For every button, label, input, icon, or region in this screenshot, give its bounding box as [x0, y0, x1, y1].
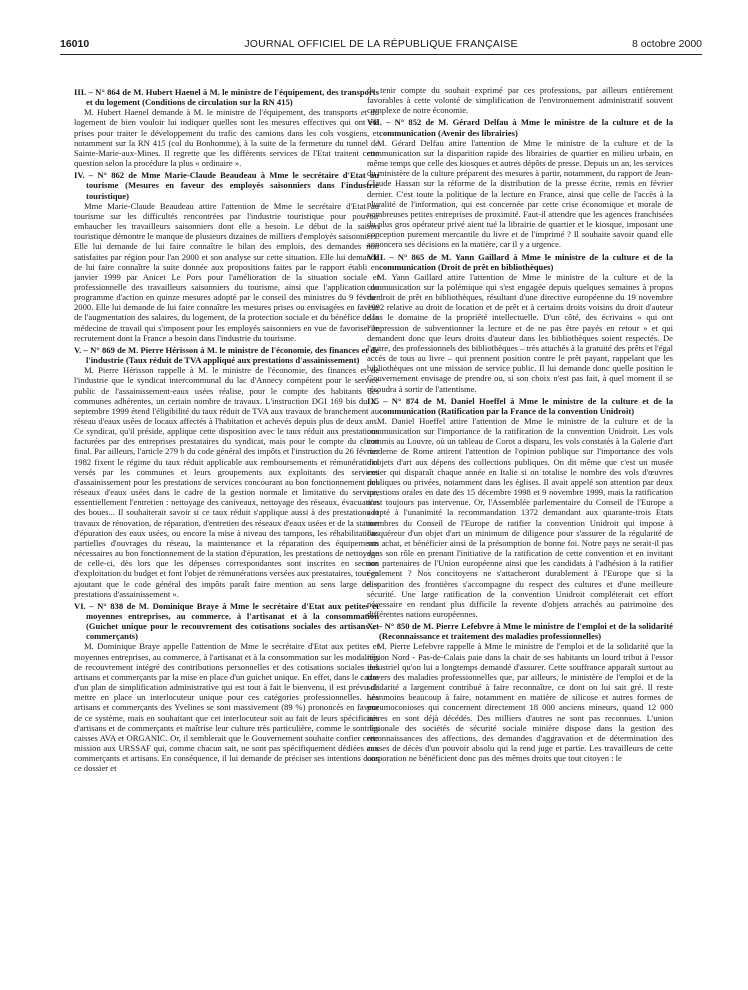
question-ix — [367, 396, 673, 619]
question-body: M. Daniel Hoeffel attire l'attention de Mme le ministre de la culture et de la communication sur l'importance de la ratification de la convention Unidroit. Les vols commis au Louvre, où un tableau de Corot a disparu, les vols constatés à la Galerie d'art moderne de Rome attirent l'attention de l'opinion publique sur l'importance des vols d'objets d'art aux dépens des collections publiques. On dit même que c'est un musée entier qui disparaît chaque année en Italie si on totalise le nombre des vols d'œuvres publiques ou privées, notamment dans les églises. Il avait appelé son attention par deux questions orales en date des 15 décembre 1998 et 9 novembre 1999, mais la ratification n'est toujours pas intervenue. Or, l'Assemblée parlementaire du Conseil de l'Europe a adopté à l'unanimité la recommandation 1372 demandant aux quarante-trois Etats membres du Conseil de l'Europe de ratifier la convention Unidroit qui impose à l'acquéreur d'un objet d'art un minimum de diligence pour s'assurer de la régularité de son achat, et bénéficier ainsi de la présomption de bonne foi. Notre pays ne serait-il pas dans son rôle en prenant l'initiative de la ratification de cette convention et en invitant nos partenaires de l'Union européenne ainsi que les candidats à l'adhésion à la ratifier également ? Nos concitoyens ne s'attacheront durablement à l'Europe que si la disparition des frontières s'accompagne du respect des cultures et d'une meilleure sécurité. Une large ratification de la convention Unidroit compléterait cet effort nécessaire en rendant plus difficile la revente d'objets arrachés au patrimoine des différentes nations européennes. — [367, 416, 673, 619]
question-v — [74, 345, 379, 599]
question-x — [367, 621, 673, 763]
journal-title: JOURNAL OFFICIEL DE LA RÉPUBLIQUE FRANÇAISE — [244, 38, 518, 50]
question-heading: VII. – N° 852 de M. Gérard Delfau à Mme le ministre de la culture et de la communication (Avenir des librairies) — [367, 117, 673, 138]
question-heading: VIII. – N° 865 de M. Yann Gaillard à Mme le ministre de la culture et de la communication (Droit de prêt en bibliothèques) — [367, 251, 673, 272]
question-heading: IX. – N° 874 de M. Daniel Hoeffel à Mme le ministre de la culture et de la communication (Ratification par la France de la convention Unidroit) — [367, 395, 673, 416]
left-column — [74, 87, 379, 775]
question-body: M. Yann Gaillard attire l'attention de Mme le ministre de la culture et de la communication sur la polémique qui s'est engagée depuis quelques semaines à propos du droit de prêt en bibliothèques, résultant d'une directive européenne du 19 novembre 1992 relative au droit de location et de prêt et à certains droits voisins du droit d'auteur dans le domaine de la propriété intellectuelle. D'un côté, des écrivains « qui ont l'impression de subventionner la lecture et de ne pas être payés en retour » et qui demandent donc que leurs droits d'auteur dans les bibliothèques soient respectés. De l'autre, des professionnels des bibliothèques – très attachés à la gratuité des prêts et l'égal accès de tous au livre – qui prennent position contre le prêt payant, rappelant que les bibliothèques ont une mission de service public. Il lui demande donc quelle position le Gouvernement envisage de prendre ou, si son choix n'est pas fait, à quel moment il se résoudra à sortir de l'attentisme. — [367, 271, 673, 394]
question-heading: III. – N° 864 de M. Hubert Haenel à M. le ministre de l'équipement, des transports et du logement (Conditions de circulation sur la RN 415) — [74, 87, 379, 108]
question-iv — [74, 170, 379, 343]
question-body: M. Pierre Hérisson rappelle à M. le ministre de l'économie, des finances et de l'industrie que le syndicat intercommunal du lac d'Annecy compétent pour le service public de l'assainissement-eaux usées réalise, pour le compte des habitants des communes adhérentes, un certain nombre de travaux. L'instruction DGI 169 bis du 15 septembre 1999 étend l'éligibilité du taux réduit de TVA aux travaux de branchement au réseau d'eaux usées de locaux affectés à l'habitation et achevés depuis plus de deux ans. Ce syndicat, qu'il préside, applique cette disposition avec le taux réduit aux prestations facturées par des entreprises prestataires du syndicat, mais pour le compte du client final. Par ailleurs, l'article 279 b du code général des impôts et l'instruction du 26 février 1982 fixent le régime du taux réduit applicable aux remboursements et rémunérations versés par les communes et leurs groupements aux exploitants des services d'assainissement pour les prestations de services concourant au bon fonctionnement des réseaux d'eaux usées dans le cadre de la gestion normale et limitative du service, essentiellement l'entretien : nettoyage des caniveaux, nettoyage des réseaux, évacuation des boues... Il souhaiterait savoir si ce taux réduit s'applique aussi à des prestations et travaux de rénovation, de réparation, d'entretien des réseaux d'eaux usées et de la station d'épuration des eaux usées, ou encore la mise à niveau des tampons, les réhabilitations partielles d'ouvrages du réseau, la maintenance et la réparation des équipements nécessaires au bon fonctionnement de la station d'épuration, les prestations de nettoyage de celle-ci, dès lors que les dépenses correspondantes sont inscrites en section d'exploitation du budget et font l'objet de rémunérations versées aux prestataires, tout en ajoutant que le code général des impôts paraît faire mention au sens large de « prestations d'assainissement ». — [74, 365, 379, 599]
question-heading: V. – N° 869 de M. Pierre Hérisson à M. le ministre de l'économie, des finances et de l'industrie (Taux réduit de TVA appliqué aux prestations d'assainissement) — [74, 344, 379, 366]
question-iii — [74, 87, 379, 168]
header-rule — [60, 54, 702, 55]
page-header — [60, 38, 702, 52]
question-body: de tenir compte du souhait exprimé par ces professions, par ailleurs entièrement favorables à cette volonté de simplification de l'environnement administratif souvent complexe de notre économie. — [367, 85, 673, 116]
question-body: M. Pierre Lefebvre rappelle à Mme le ministre de l'emploi et de la solidarité que la région Nord - Pas-de-Calais paie dans la chair de ses habitants un lourd tribut à l'essor industriel qu'on lui a longtemps demandé d'assurer. Cette souffrance apparaît surtout au travers des maladies professionnelles que, par ailleurs, le ministère de l'emploi et de la solidarité a largement contribué à faire reconnaître, ce dont on lui sait gré. Il reste néanmoins beaucoup à faire, notamment en matière de silicose et autres formes de pneumoconioses qui concernent directement 18 000 anciens mineurs, quand 12 000 autres en sont déjà décédés. Des milliers d'autres ne sont pas reconnues. L'union régionale des sociétés de sécurité sociale minière dispose dans la gestion des reconnaissances des affections, des demandes d'aggravation et de détermination des causes de décès d'un pouvoir absolu qui la rend juge et partie. Les travailleurs de cette corporation ne bénéficient donc pas des mêmes droits que tout citoyen : le — [367, 641, 673, 764]
question-heading: X. – N° 850 de M. Pierre Lefebvre à Mme le ministre de l'emploi et de la solidarité (Reconnaissance et traitement des maladies professionnelles) — [367, 621, 673, 642]
page-number: 16010 — [60, 38, 90, 50]
question-vii — [367, 117, 673, 249]
question-body: Mme Marie-Claude Beaudeau attire l'attention de Mme le secrétaire d'Etat au tourisme sur les difficultés rencontrées par l'industrie touristique pour pouvoir embaucher les travailleurs saisonniers dont elle a besoin. Le début de la saison touristique démontre le manque de plusieurs dizaines de milliers d'employés saisonniers. Elle lui demande de lui faire connaître le bilan des emplois, des demandes non satisfaites par région pour l'an 2000 et son analyse sur cette situation. Elle lui demande de lui faire connaître la suite donnée aux propositions faites par le rapport établi en janvier 1999 par Anicet Le Pors pour l'amélioration de la situation sociale et professionnelle des travailleurs saisonniers du tourisme, ainsi que l'application du programme d'action en quinze mesures adopté par le conseil des ministres du 9 février 2000. Elle lui demande de lui faire connaître les mesures prises ou envisagées en faveur de l'augmentation des salaires, du logement, de la protection sociale et du bénéfice de la médecine de travail qui s'imposent pour les employés saisonniers en vue de favoriser le recrutement dont la France a besoin dans l'industrie du tourisme. — [74, 200, 379, 343]
issue-date: 8 octobre 2000 — [631, 38, 702, 50]
right-column — [367, 85, 673, 765]
question-vi — [74, 601, 379, 774]
question-viii — [367, 252, 673, 394]
question-heading: VI. – N° 838 de M. Dominique Braye à Mme le secrétaire d'Etat aux petites et moyennes entreprises, au commerce, à l'artisanat et à la consommation (Guichet unique pour le recouvrement des cotisations sociales des artisans et commerçants) — [74, 600, 379, 642]
question-body: M. Dominique Braye appelle l'attention de Mme le secrétaire d'Etat aux petites et moyennes entreprises, au commerce, à l'artisanat et à la consommation sur les modalités de recouvrement intégré des contributions personnelles et des cotisations sociales des artisans et commerçants par la mise en place d'un guichet unique. En effet, dans le cadre d'un plan de simplification administrative qui est tout à fait le bienvenu, il est prévu de mettre en place un interlocuteur unique pour ces catégories professionnelles. Les artisans et commerçants des Yvelines se sont massivement (89 %) prononcés en faveur de ce système, mais en souhaitant que cet interlocuteur soit au fait de leurs spécificités d'artisans et de commerçants et maîtrise leur culture très particulière, comme le sont les caisses AVA et ORGANIC. Or, il semblerait que le Gouvernement souhaite confier cette mission aux URSSAF qui, comme chacun sait, ne sont pas spécifiquement dédiées aux commerçants et artisans. En conséquence, il lui demande de préciser ses intentions dans ce dossier et — [74, 641, 379, 774]
question-vi-continuation — [367, 85, 673, 115]
question-body: M. Hubert Haenel demande à M. le ministre de l'équipement, des transports et du logement de bien vouloir lui indiquer quelles sont les mesures effectives qui ont été prises pour traiter le développement du trafic des camions dans les cols vosgiens, et notamment sur la RN 415 (col du Bonhomme), à la suite de la fermeture du tunnel de Sainte-Marie-aux-Mines. Il regrette que les différents services de l'Etat traitent cette question selon la procédure la plus « ordinaire ». — [74, 107, 379, 169]
question-heading: IV. – N° 862 de Mme Marie-Claude Beaudeau à Mme le secrétaire d'Etat au tourisme (Mesures en faveur des employés saisonniers dans l'industrie touristique) — [74, 170, 379, 201]
question-body: M. Gérard Delfau attire l'attention de Mme le ministre de la culture et de la communication sur la disparition rapide des librairies de quartier en milieu urbain, en même temps que celle des kiosques et autres dépôts de presse. Depuis un an, les services du ministère de la culture préparent des mesures à partir, notamment, du rapport de Jean-Claude Hassan sur la réforme de la distribution de la presse écrite, remis en février dernier. C'est toute la politique de la lecture en France, ainsi que celle de l'accès à la pluralité de l'information, qui est concernée par cette crise économique et morale de nombreuses petites entreprises de proximité. Faut-il attendre que les agences franchisées du plus gros opérateur privé aient tué la librairie de quartier et le kiosque, imposant une conception purement mercantile du livre et de l'imprimé ? Il souhaite savoir quand elle annoncera ses décisions en la matière, car il y a urgence. — [367, 137, 673, 250]
